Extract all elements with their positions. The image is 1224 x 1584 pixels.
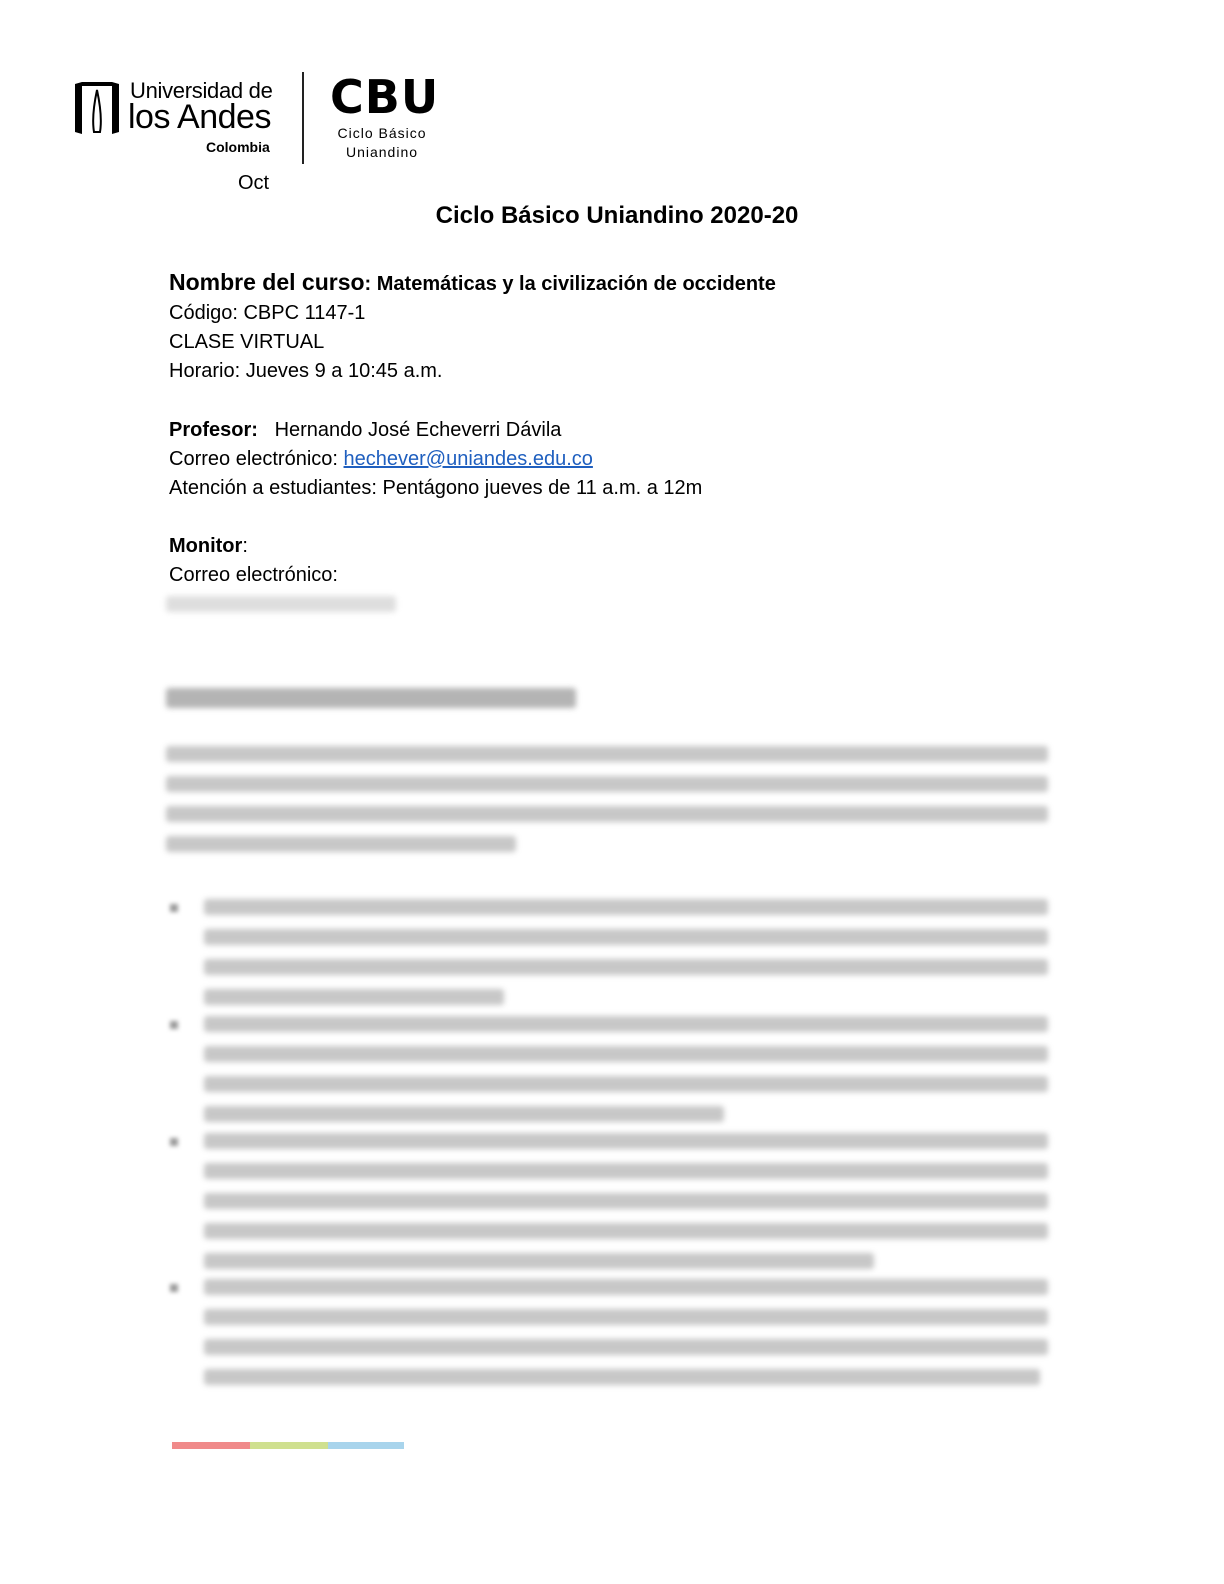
logo-text-country: Colombia: [206, 139, 270, 155]
cbu-subtitle-line2: Uniandino: [345, 144, 419, 160]
course-name-value: : Matemáticas y la civilización de occidente: [364, 273, 776, 295]
bullet-icon: [170, 1138, 178, 1146]
bullet-icon: [170, 1284, 178, 1292]
course-name-label: Nombre del curso: [169, 269, 365, 295]
monitor-label: Monitor: [169, 535, 243, 557]
professor-label: Profesor:: [169, 419, 258, 441]
blurred-list-item: [204, 899, 1048, 1019]
bullet-icon: [170, 904, 178, 912]
cbu-logo-subtitle: [333, 124, 431, 162]
date-fragment: Oct: [238, 172, 270, 194]
course-name-line: [169, 268, 776, 299]
footer-color-bar-red: [172, 1442, 250, 1449]
universidad-de-los-andes-logo-mark: [72, 80, 122, 136]
logo-divider: [302, 72, 304, 164]
professor-line: [169, 416, 702, 445]
blurred-section-heading: [166, 688, 576, 722]
footer-color-bar-green: [250, 1442, 328, 1449]
blurred-intro-paragraph: [166, 746, 1048, 866]
blurred-line-monitor-hours: [166, 596, 396, 626]
monitor-line: [169, 532, 338, 561]
professor-email-line: [169, 445, 702, 474]
bullet-icon: [170, 1021, 178, 1029]
course-schedule: Horario: Jueves 9 a 10:45 a.m.: [169, 360, 443, 382]
blurred-list-item: [204, 1133, 1048, 1283]
cbu-logo: CBU: [330, 70, 440, 124]
document-title: Ciclo Básico Uniandino 2020-20: [435, 202, 799, 229]
professor-info: [169, 416, 702, 503]
blurred-list-item: [204, 1016, 1048, 1136]
course-modality: CLASE VIRTUAL: [169, 331, 325, 353]
monitor-label-suffix: :: [242, 535, 248, 557]
professor-email-label: Correo electrónico:: [169, 448, 344, 470]
blurred-list-item: [204, 1279, 1048, 1399]
monitor-email-label: Correo electrónico:: [169, 564, 338, 586]
cbu-subtitle-line1: Ciclo Básico: [337, 125, 427, 141]
course-info: [169, 268, 776, 386]
logo-text-line2: los Andes: [128, 98, 271, 136]
monitor-info: [169, 532, 338, 590]
professor-office-hours: Atención a estudiantes: Pentágono jueves de 11 a.m. a 12m: [169, 477, 703, 499]
professor-name: Hernando José Echeverri Dávila: [274, 419, 562, 441]
footer-color-bar-blue: [328, 1442, 404, 1449]
course-code: Código: CBPC 1147-1: [169, 302, 366, 324]
logo-text-line1: Universidad de: [130, 78, 273, 103]
professor-email-link[interactable]: hechever@uniandes.edu.co: [343, 448, 593, 470]
